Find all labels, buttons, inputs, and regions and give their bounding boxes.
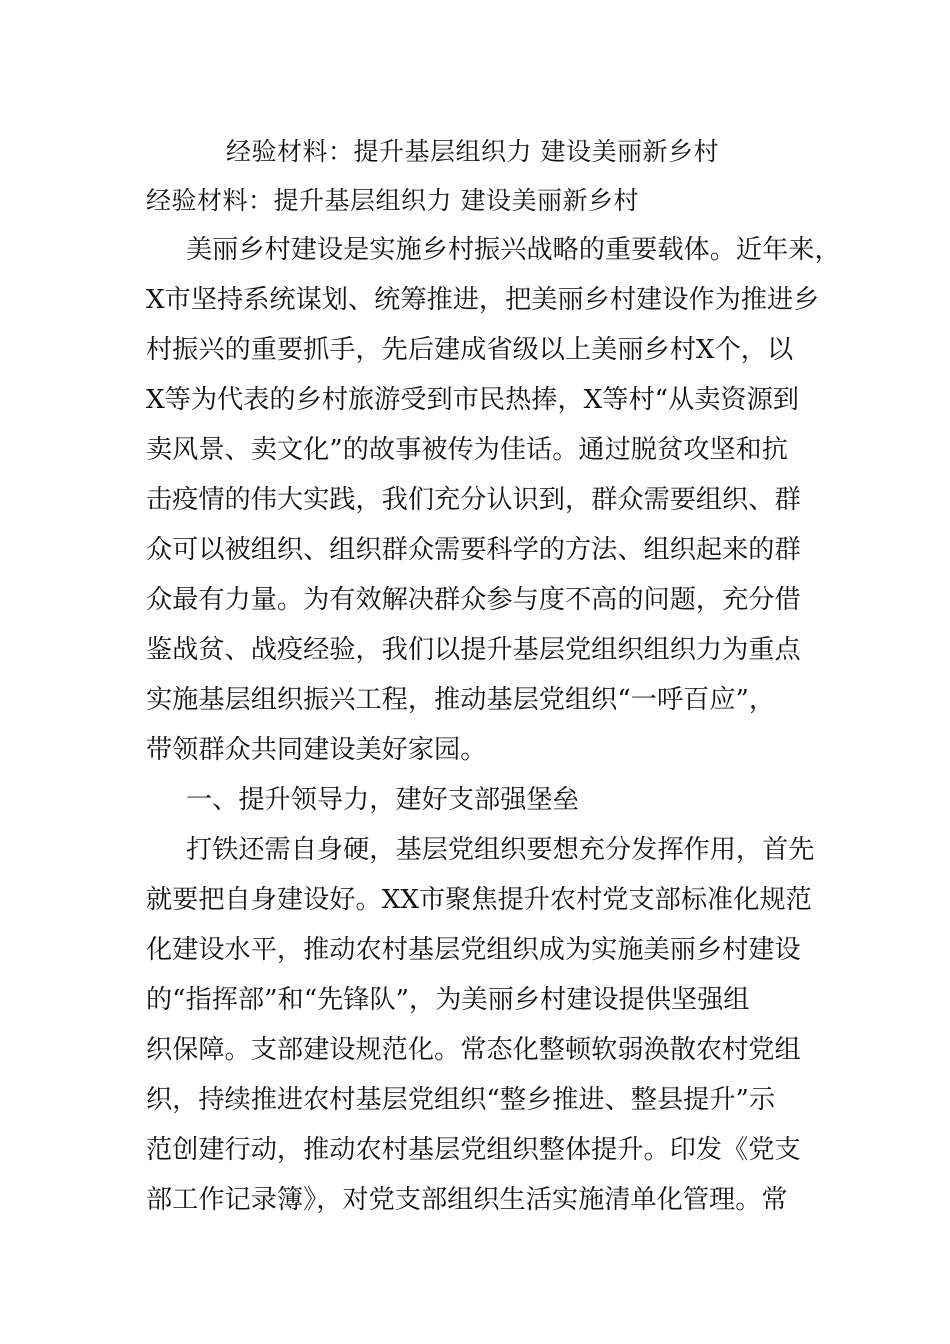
paragraph-line: 织，持续推进农村基层党组织“整乡推进、整县提升”示 [146, 1085, 776, 1115]
document-subtitle: 经验材料：提升基层组织力 建设美丽新乡村 [146, 186, 639, 215]
paragraph-line: 织保障。支部建设规范化。常态化整顿软弱涣散农村党组 [146, 1035, 801, 1065]
paragraph-line: 击疫情的伟大实践，我们充分认识到，群众需要组织、群 [146, 485, 801, 515]
paragraph-line: 带领群众共同建设美好家园。 [146, 735, 487, 765]
paragraph-line: 的“指挥部”和“先锋队”，为美丽乡村建设提供坚强组 [146, 985, 750, 1015]
paragraph-line: 化建设水平，推动农村基层党组织成为实施美丽乡村建设 [146, 935, 801, 965]
paragraph-line: 范创建行动，推动农村基层党组织整体提升。印发《党支 [146, 1135, 801, 1165]
paragraph-line: 鉴战贫、战疫经验，我们以提升基层党组织组织力为重点 [146, 635, 801, 665]
paragraph-line: 村振兴的重要抓手，先后建成省级以上美丽乡村X个，以 [146, 335, 794, 365]
paragraph-line: 众最有力量。为有效解决群众参与度不高的问题，充分借 [146, 585, 801, 615]
paragraph-line: 就要把自身建设好。XX市聚焦提升农村党支部标准化规范 [146, 885, 812, 915]
paragraph-line: 众可以被组织、组织群众需要科学的方法、组织起来的群 [146, 535, 801, 565]
paragraph-line: 卖风景、卖文化”的故事被传为佳话。通过脱贫攻坚和抗 [146, 435, 788, 465]
section-heading: 一、提升领导力，建好支部强堡垒 [186, 785, 579, 815]
paragraph-line: 打铁还需自身硬，基层党组织要想充分发挥作用，首先 [186, 835, 815, 865]
paragraph-line: 美丽乡村建设是实施乡村振兴战略的重要载体。近年来， [186, 235, 841, 265]
document-title: 经验材料：提升基层组织力 建设美丽新乡村 [226, 137, 719, 166]
paragraph-line: X市坚持系统谋划、统筹推进，把美丽乡村建设作为推进乡 [146, 285, 820, 315]
paragraph-line: 部工作记录簿》，对党支部组织生活实施清单化管理。常 [146, 1185, 788, 1215]
document-body [146, 234, 841, 1234]
paragraph-line: 实施基层组织振兴工程，推动基层党组织“一呼百应”， [146, 685, 776, 715]
paragraph-line: X等为代表的乡村旅游受到市民热捧，X等村“从卖资源到 [146, 385, 799, 415]
